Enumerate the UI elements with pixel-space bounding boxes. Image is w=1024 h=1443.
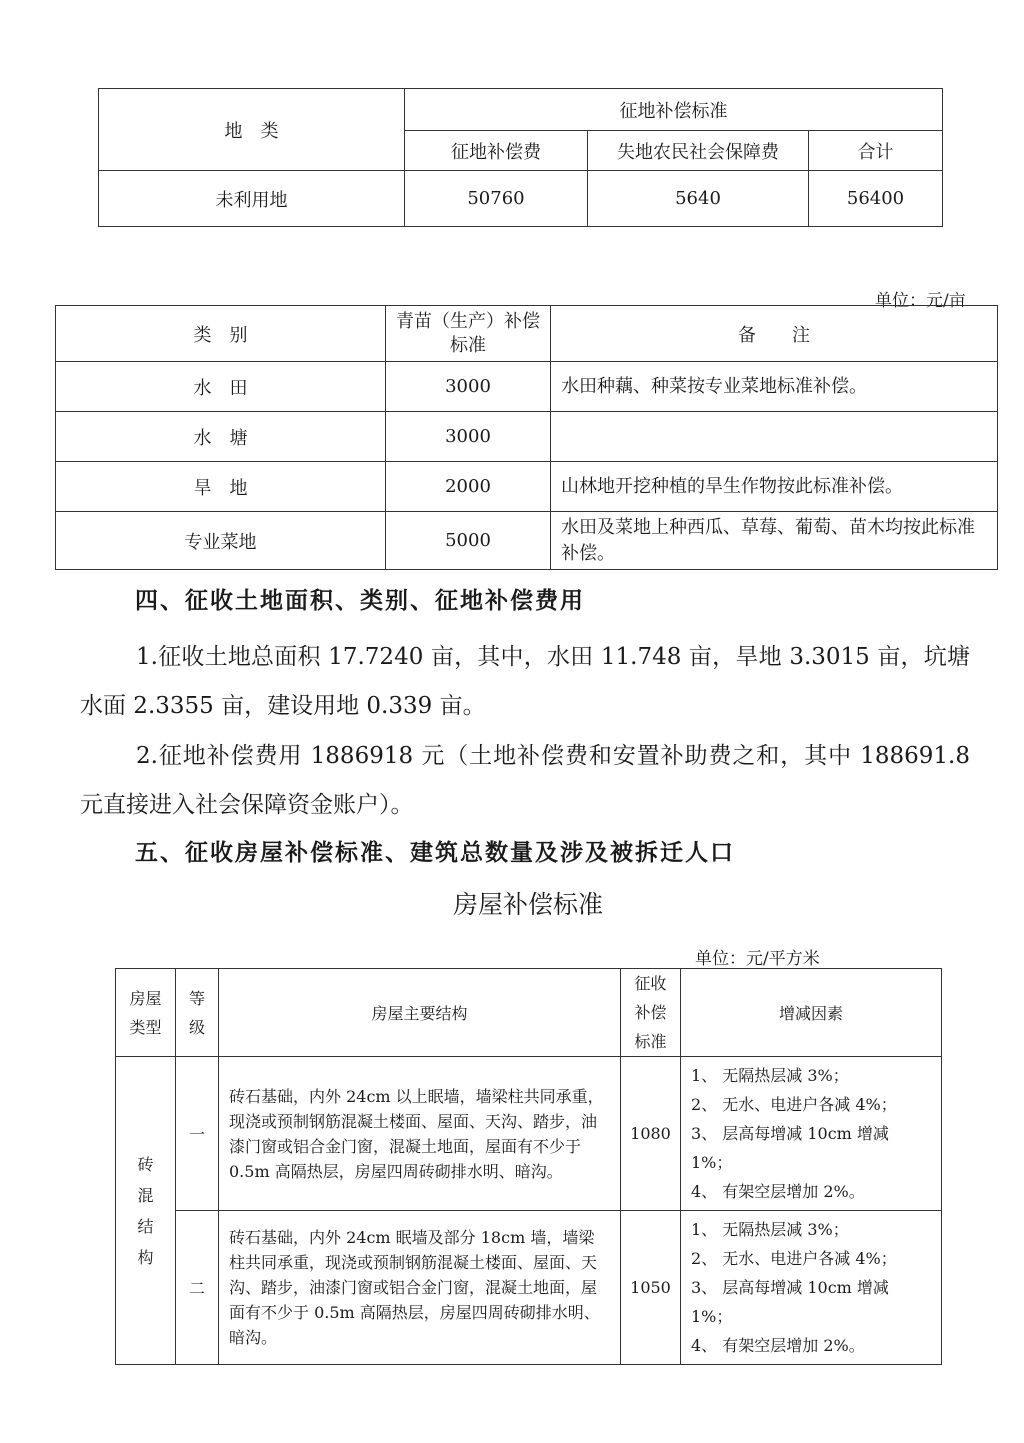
social-security-cell: 5640 bbox=[588, 171, 809, 227]
total-cell: 56400 bbox=[809, 171, 943, 227]
compensation-header: 征地补偿费 bbox=[405, 131, 588, 171]
grade-cell: 一 bbox=[176, 1057, 219, 1211]
standard-cell: 1080 bbox=[621, 1057, 681, 1211]
house-type-header: 房屋类型 bbox=[116, 969, 176, 1057]
land-type-cell: 未利用地 bbox=[99, 171, 405, 227]
category-header: 类 别 bbox=[56, 306, 386, 362]
table-title: 房屋补偿标准 bbox=[452, 890, 603, 919]
section-5-heading: 五、征收房屋补偿标准、建筑总数量及涉及被拆迁人口 bbox=[135, 839, 735, 866]
standard-cell: 3000 bbox=[386, 362, 551, 412]
structure-cell: 砖石基础，内外 24cm 以上眠墙，墙梁柱共同承重，现浇或预制钢筋混凝土楼面、屋面、天沟、踏步，油漆门窗或铝合金门窗，混凝土地面，屋面有不少于 0.5m 高隔热层，房屋四周砖砌排水明、暗沟。 bbox=[219, 1057, 621, 1211]
note-cell: 山林地开挖种植的旱生作物按此标准补偿。 bbox=[551, 462, 998, 512]
factor-item: 2、 无水、电进户各减 4%； bbox=[691, 1249, 897, 1268]
grade-cell: 二 bbox=[176, 1211, 219, 1365]
note-header: 备 注 bbox=[551, 306, 998, 362]
unit-label: 单位：元/平方米 bbox=[695, 949, 820, 969]
table-row bbox=[56, 462, 998, 512]
compensation-cell: 50760 bbox=[405, 171, 588, 227]
land-type-header: 地 类 bbox=[99, 89, 405, 171]
table-row bbox=[56, 512, 998, 570]
standard-cell: 5000 bbox=[386, 512, 551, 570]
note-cell bbox=[551, 412, 998, 462]
factor-item: 4、 有架空层增加 2%。 bbox=[691, 1336, 865, 1355]
social-security-header: 失地农民社会保障费 bbox=[588, 131, 809, 171]
note-cell: 水田种藕、种菜按专业菜地标准补偿。 bbox=[551, 362, 998, 412]
structure-header: 房屋主要结构 bbox=[219, 969, 621, 1057]
paragraph-compensation-cost: 2.征地补偿费用 1886918 元（土地补偿费和安置补助费之和，其中 188691.8 元直接进入社会保障资金账户）。 bbox=[80, 743, 970, 818]
table-row bbox=[116, 1057, 942, 1211]
house-type-cell: 砖混结构 bbox=[116, 1057, 176, 1365]
standard-header: 征收补偿标准 bbox=[621, 969, 681, 1057]
land-compensation-table bbox=[98, 88, 943, 227]
grade-header: 等级 bbox=[176, 969, 219, 1057]
table-row bbox=[56, 362, 998, 412]
factor-item: 3、 层高每增减 10cm 增减 1%； bbox=[691, 1124, 889, 1172]
category-cell: 水 田 bbox=[56, 362, 386, 412]
paragraph-land-area: 1.征收土地总面积 17.7240 亩，其中，水田 11.748 亩，旱地 3.3015 亩，坑塘水面 2.3355 亩，建设用地 0.339 亩。 bbox=[80, 644, 970, 719]
house-compensation-table bbox=[115, 968, 942, 1365]
factors-header: 增减因素 bbox=[681, 969, 942, 1057]
table-row bbox=[99, 171, 943, 227]
category-cell: 旱 地 bbox=[56, 462, 386, 512]
category-cell: 水 塘 bbox=[56, 412, 386, 462]
factors-cell bbox=[681, 1057, 942, 1211]
table-row bbox=[116, 1211, 942, 1365]
total-header: 合计 bbox=[809, 131, 943, 171]
structure-cell: 砖石基础，内外 24cm 眠墙及部分 18cm 墙，墙梁柱共同承重，现浇或预制钢筋混凝土楼面、屋面、天沟、踏步，油漆门窗或铝合金门窗，混凝土地面，屋面有不少于 0.5m 高隔热层，房屋四周砖砌排水明、暗沟。 bbox=[219, 1211, 621, 1365]
unit-label: 单位：元/亩 bbox=[875, 291, 966, 311]
section-4-heading: 四、征收土地面积、类别、征地补偿费用 bbox=[135, 587, 585, 614]
factors-cell bbox=[681, 1211, 942, 1365]
factor-item: 4、 有架空层增加 2%。 bbox=[691, 1182, 865, 1201]
standard-cell: 3000 bbox=[386, 412, 551, 462]
factor-item: 1、 无隔热层减 3%； bbox=[691, 1066, 849, 1085]
crop-compensation-table bbox=[55, 305, 998, 570]
standard-cell: 1050 bbox=[621, 1211, 681, 1365]
standard-header: 青苗（生产）补偿标准 bbox=[386, 306, 551, 362]
standard-cell: 2000 bbox=[386, 462, 551, 512]
note-cell: 水田及菜地上种西瓜、草莓、葡萄、苗木均按此标准补偿。 bbox=[551, 512, 998, 570]
factor-item: 2、 无水、电进户各减 4%； bbox=[691, 1095, 897, 1114]
table-row bbox=[56, 412, 998, 462]
category-cell: 专业菜地 bbox=[56, 512, 386, 570]
factor-item: 1、 无隔热层减 3%； bbox=[691, 1220, 849, 1239]
factor-item: 3、 层高每增减 10cm 增减 1%； bbox=[691, 1278, 889, 1326]
standard-header: 征地补偿标准 bbox=[405, 89, 943, 131]
